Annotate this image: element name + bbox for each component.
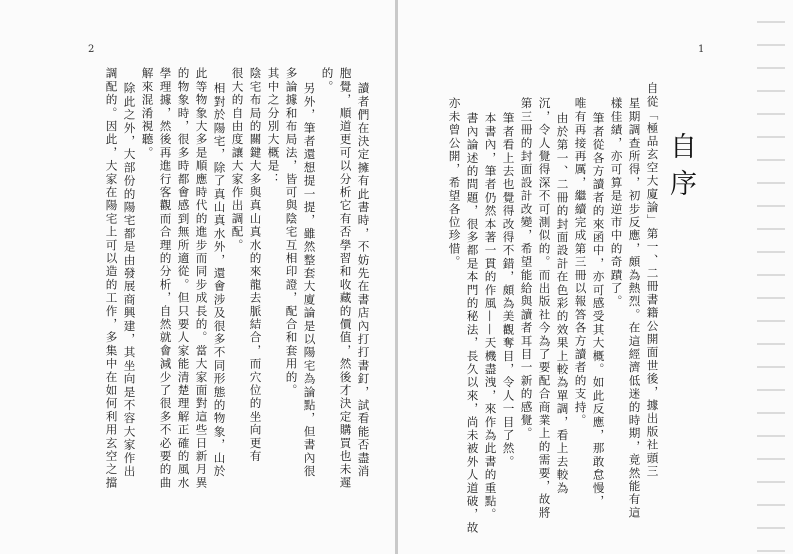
right-text-column: 筆者看上去也覺得改得不錯，頗為美觀奪目，令人一目了然。	[501, 112, 516, 469]
left-text-column: 解來混淆視聽。	[140, 67, 155, 160]
right-text-column: 自從「極品玄空大廈論」第一、二冊書籍公開面世後，據出版社頭三	[645, 82, 660, 478]
left-text-column: 多論據和布局法，皆可與陰宅互相印證，配合和套用的。	[284, 67, 299, 397]
left-text-column: 很大的自由度讓大家作出調配。	[230, 67, 245, 252]
left-text-column: 的。	[320, 67, 335, 94]
left-text-column: 另外，筆者還想提一提，雖然整套大廈論是以陽宅為論點，但書內很	[302, 82, 317, 478]
right-page-number: 1	[698, 44, 705, 55]
right-text-column: 由於第一、二冊的封面設計在色彩的效果上較為單調，看上去較為	[555, 112, 570, 495]
right-text-column: 亦未曾公開，希望各位珍惜。	[447, 97, 462, 269]
right-text-column: 樣佳績，亦可算是逆市中的奇蹟了。	[609, 97, 624, 309]
left-text-column: 除此之外，大部份的陽宅都是由發展商興建，其坐向是不容大家作出	[122, 82, 137, 478]
left-text-column: 其中之分別大概是：	[266, 67, 281, 186]
right-text-column: 第三冊的封面設計改變，希望能給與讀者耳目一新的感覺。	[519, 97, 534, 441]
scan-edge-noise	[757, 0, 785, 554]
right-text-column: 書內論述的問題，很多都是本門的秘法，長久以來，尚未被外人道破，故	[465, 112, 480, 535]
left-text-column: 此等物象大多是順應時代的進步而同步成長的。當大家面對這些日新月異	[194, 67, 209, 490]
page-gutter	[395, 0, 398, 554]
left-text-column: 讀者們在決定擁有此書時，不妨先在書店內打打書釘，試看能否盡消	[356, 82, 371, 478]
left-text-column: 調配的。因此，大家在陽宅上可以造的工作，多集中在如何利用玄空之擋	[104, 67, 119, 490]
left-text-column: 相對於陽宅，除了真山真水外，還會涉及很多不同形態的物象，山於	[212, 82, 227, 478]
left-text-column: 的物象時，很多時都會感到無所適從。但只要人家能清楚理解正確的風水	[176, 67, 191, 490]
right-text-column: 本書內，筆者仍然本著一貫的作風——天機盡洩，來作為此書的重點。	[483, 112, 498, 522]
left-text-column: 陰宅布局的關鍵大多與真山真水的來龍去脈結合，而穴位的坐向更有	[248, 67, 263, 463]
left-text-column: 胞覺，順道更可以分析它有否學習和收藏的價值，然後才決定購買也未遲	[338, 67, 353, 490]
left-text-column: 學理據，然後再進行客觀而合理的分析，自然就會減少了很多不必要的曲	[158, 67, 173, 490]
right-text-column: 唯有再接再厲，繼續完成第三冊以報答各方讀者的支持。	[573, 97, 588, 427]
right-text-column: 沉，令人覺得深不可測似的。而出版社今為了要配合商業上的需要，故將	[537, 97, 552, 520]
right-text-column: 星期調查所得，初步反應，頗為熱烈。在這經濟低迷的時期，竟然能有這	[627, 97, 642, 520]
page-title: 自序	[665, 132, 696, 206]
right-text-column: 筆者從各方讀者的來函中，亦可感受其大概。如此反應，那敢怠慢，	[591, 112, 606, 508]
left-page-number: 2	[88, 44, 95, 55]
